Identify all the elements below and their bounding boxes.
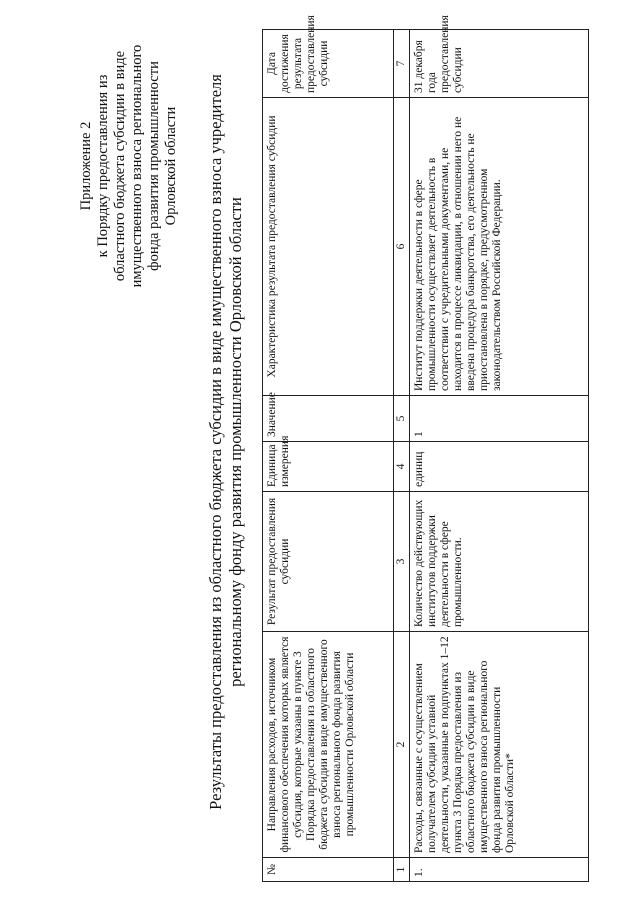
column-number: 3 xyxy=(394,492,410,632)
row-direction: Расходы, связанные с осуществлением получателем субсидии уставной деятельности, указанные в подпунктах 1–12 пункта 3 Порядка предоставления из областного бюджета субсидии в виде имущественного взноса регионального фонда развития промышленности Орловской области* xyxy=(410,632,589,858)
column-number: 1 xyxy=(394,858,410,882)
row-unit: единиц xyxy=(410,442,589,492)
appendix-line: Приложение 2 xyxy=(78,121,94,211)
table-row xyxy=(410,30,589,882)
header-cell-value: Значение xyxy=(263,396,394,442)
title-line: региональному фонду развития промышленности Орловской области xyxy=(226,197,245,687)
column-number: 2 xyxy=(394,632,410,858)
column-number: 5 xyxy=(394,396,410,442)
column-number: 7 xyxy=(394,30,410,98)
appendix-line: к Порядку предоставления из xyxy=(95,74,111,258)
header-cell-result: Результат предоставления субсидии xyxy=(263,492,394,632)
appendix-line: имущественного взноса регионального xyxy=(129,44,145,288)
appendix-line: Орловской области xyxy=(163,106,179,226)
table-header-row xyxy=(263,30,394,882)
title-line: Результаты предоставления из областного бюджета субсидии в виде имущественного взноса учредителя xyxy=(206,74,225,810)
row-characteristic: Институт поддержки деятельности в сфере промышленности осуществляет деятельность в соответствии с учредительными документами, не находится в процессе ликвидации, в отношении него не введена процедура банкротства, его деятельность не приостановлена в порядке, предусмотренном законодательством Российской Федерации. xyxy=(410,98,589,396)
header-cell-characteristic: Характеристика результата предоставления субсидии xyxy=(263,98,394,396)
appendix-header xyxy=(78,16,180,316)
header-cell-unit: Единица измерения xyxy=(263,442,394,492)
row-result: Количество действующих институтов поддержки деятельности в сфере промышленности. xyxy=(410,492,589,632)
header-cell-number: № xyxy=(263,858,394,882)
appendix-line: фонда развития промышленности xyxy=(146,61,162,271)
column-number: 6 xyxy=(394,98,410,396)
appendix-line: областного бюджета субсидии в виде xyxy=(112,50,128,282)
header-cell-date: Дата достижения результата предоставления субсидии xyxy=(263,30,394,98)
column-number-row xyxy=(394,30,410,882)
header-cell-direction: Направления расходов, источником финансового обеспечения которых является субсидия, которые указаны в пункте 3 Порядка предоставления из областного бюджета субсидии в виде имущественного взноса регионального фонда развития промышленности Орловской области xyxy=(263,632,394,858)
document-title xyxy=(206,72,246,812)
column-number: 4 xyxy=(394,442,410,492)
results-table xyxy=(262,15,589,882)
row-date: 31 декабря года предоставления субсидии xyxy=(410,30,589,98)
row-value: 1 xyxy=(410,396,589,442)
row-number: 1. xyxy=(410,858,589,882)
